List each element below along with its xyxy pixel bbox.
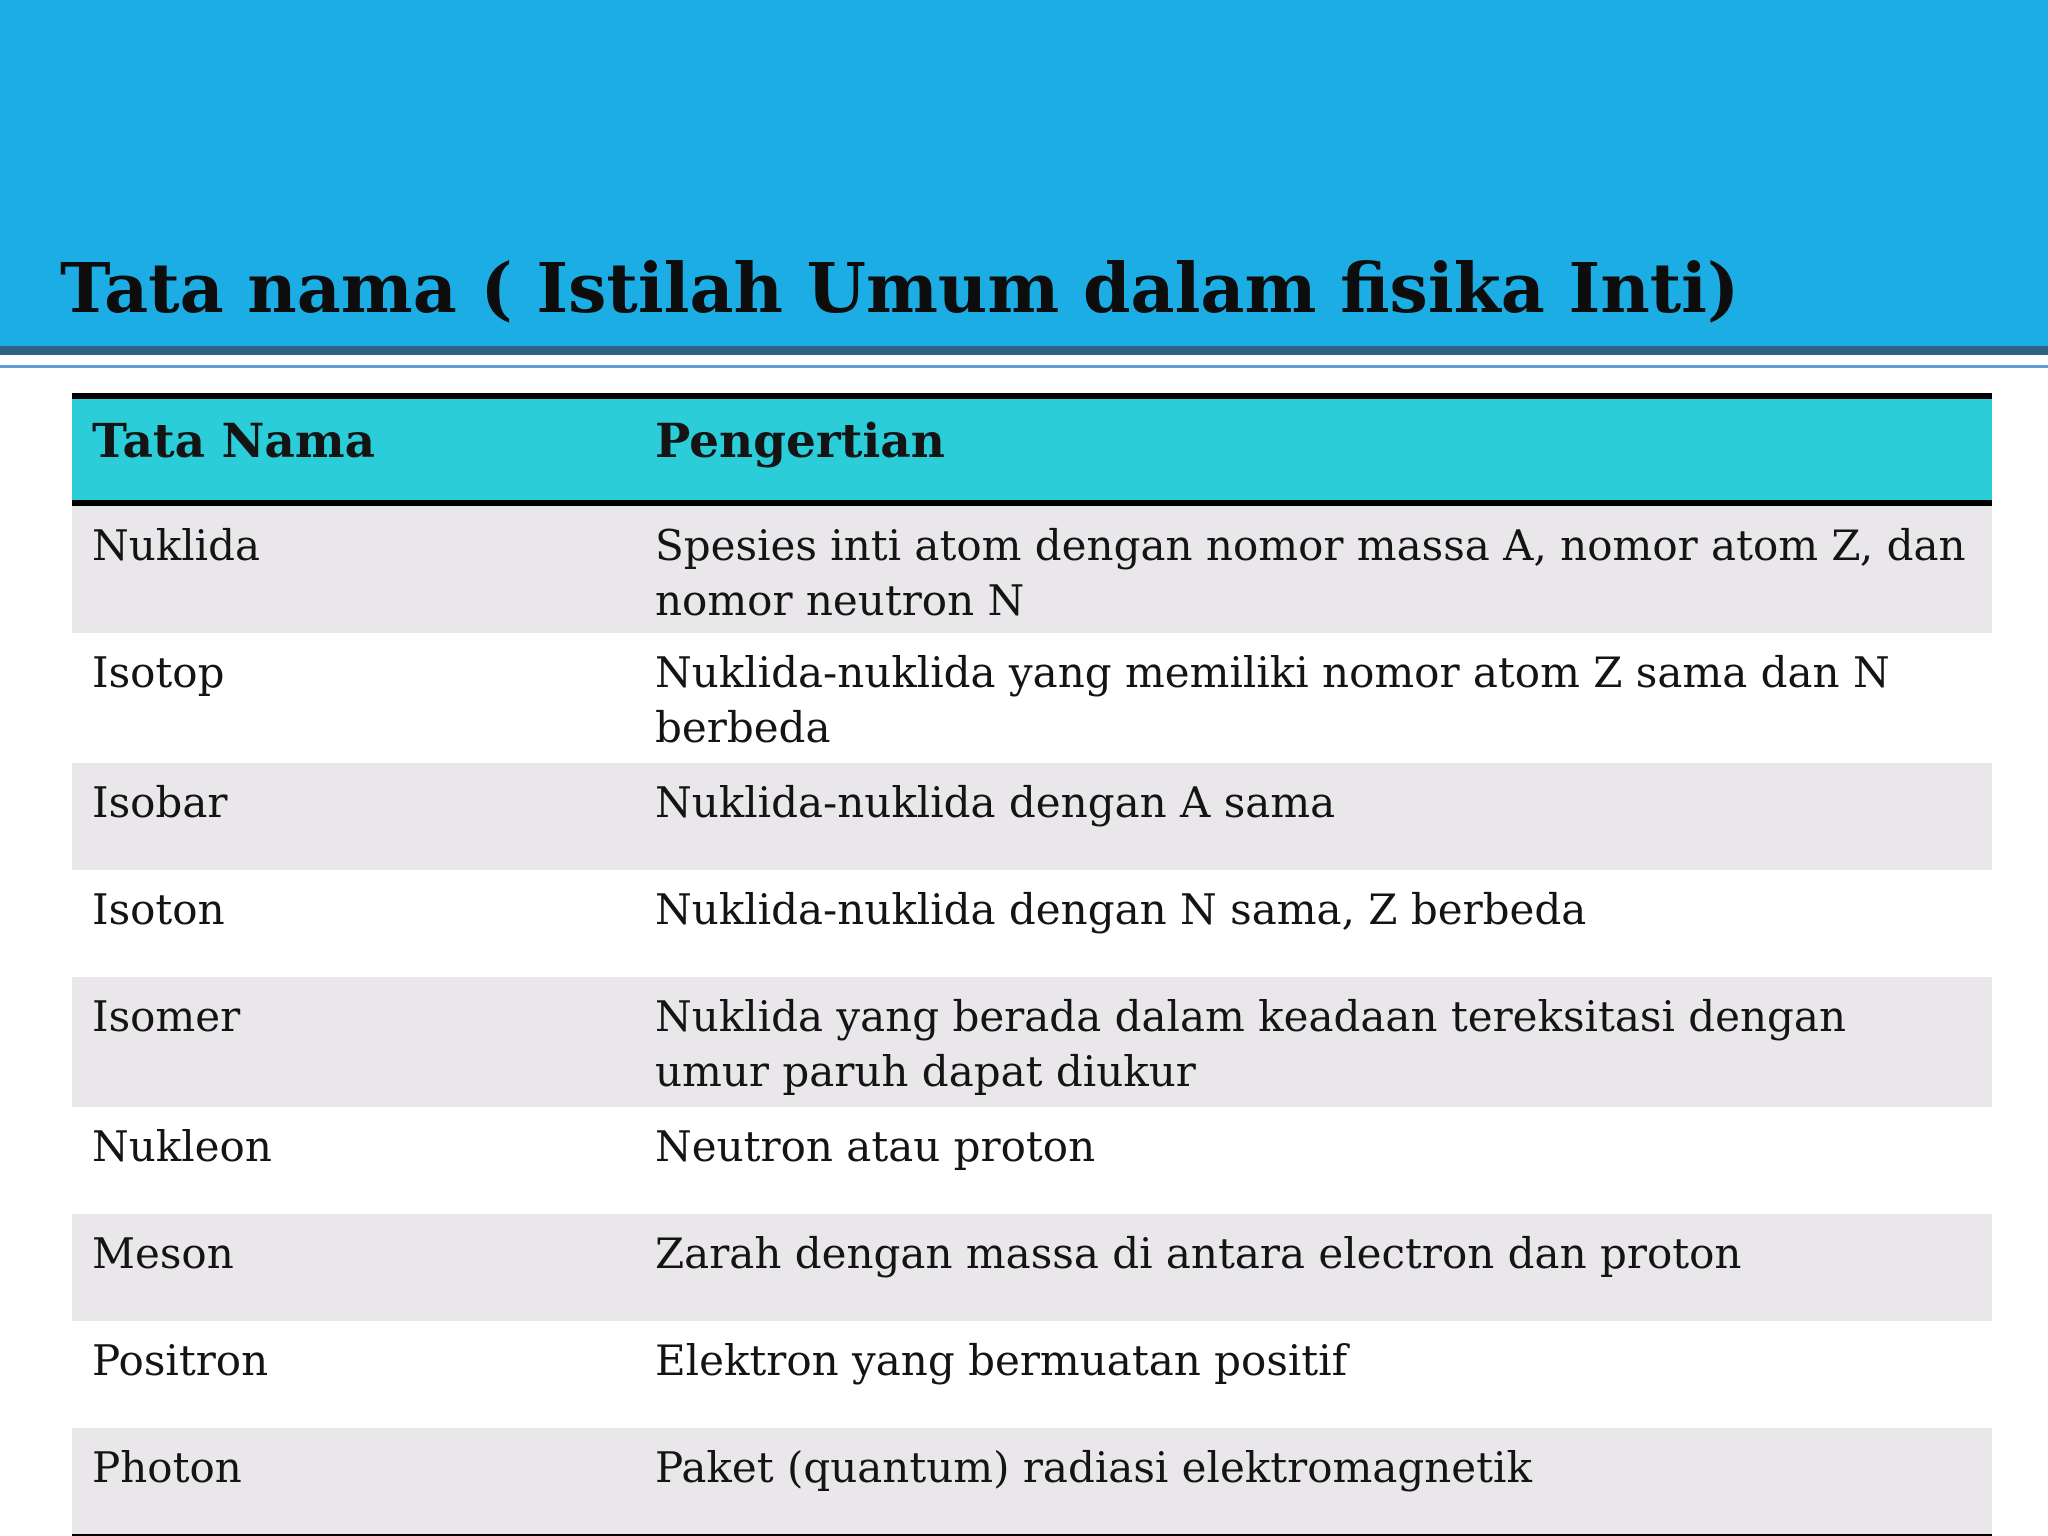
table-row: [72, 633, 1992, 763]
term-cell: Isoton: [92, 885, 225, 934]
header-rule-thin: [0, 365, 2048, 368]
term-cell: Isomer: [92, 992, 241, 1041]
table-row: [72, 977, 1992, 1107]
table-row: [72, 1107, 1992, 1214]
term-cell: Positron: [92, 1336, 269, 1385]
table-row: [72, 1428, 1992, 1535]
definition-cell: Elektron yang bermuatan positif: [655, 1336, 1348, 1385]
definition-cell: Nuklida-nuklida yang memiliki nomor atom Z sama dan N berbeda: [655, 648, 1890, 752]
definition-cell: Nuklida-nuklida dengan A sama: [655, 778, 1336, 827]
table-row: [72, 503, 1992, 633]
definition-cell: Neutron atau proton: [655, 1122, 1096, 1171]
terms-table: [72, 393, 1992, 1536]
definition-cell: Nuklida yang berada dalam keadaan tereksitasi dengan umur paruh dapat diukur: [655, 992, 1846, 1096]
table-header-row: [72, 396, 1992, 503]
term-cell: Meson: [92, 1229, 234, 1278]
term-cell: Photon: [72, 1428, 635, 1535]
table-row: [72, 870, 1992, 977]
slide-title: Tata nama ( Istilah Umum dalam fisika Inti): [60, 249, 1740, 329]
column-header-definition: Pengertian: [635, 396, 1992, 503]
table-row: [72, 1214, 1992, 1321]
column-header-term: Tata Nama: [72, 396, 635, 503]
table-row: [72, 1321, 1992, 1428]
header-rule-thick: [0, 346, 2048, 355]
definition-cell: Nuklida-nuklida dengan N sama, Z berbeda: [655, 885, 1587, 934]
header-band: [0, 0, 2048, 346]
table-row: [72, 763, 1992, 870]
definition-cell: Spesies inti atom dengan nomor massa A, nomor atom Z, dan nomor neutron N: [655, 521, 1966, 625]
term-cell: Nukleon: [92, 1122, 272, 1171]
term-cell: Isobar: [92, 778, 228, 827]
definition-cell: Paket (quantum) radiasi elektromagnetik: [635, 1428, 1992, 1535]
definition-cell: Zarah dengan massa di antara electron dan proton: [655, 1229, 1742, 1278]
term-cell: Nuklida: [92, 521, 261, 570]
term-cell: Isotop: [92, 648, 225, 697]
